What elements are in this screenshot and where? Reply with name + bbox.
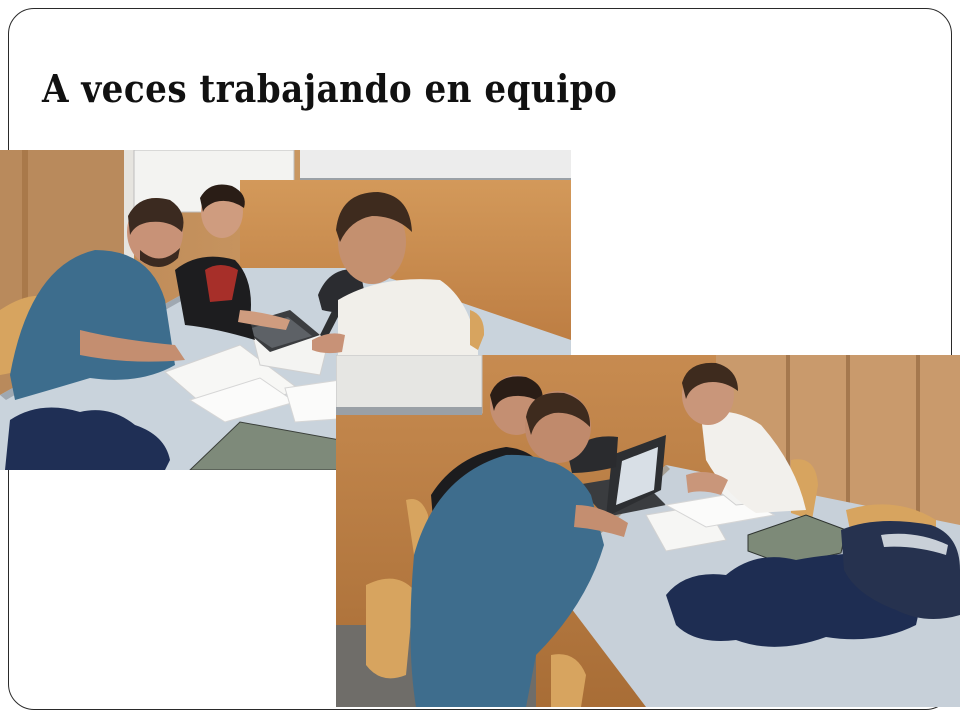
students-laptop-photo-2 (336, 355, 960, 707)
slide-title: A veces trabajando en equipo (42, 66, 618, 111)
